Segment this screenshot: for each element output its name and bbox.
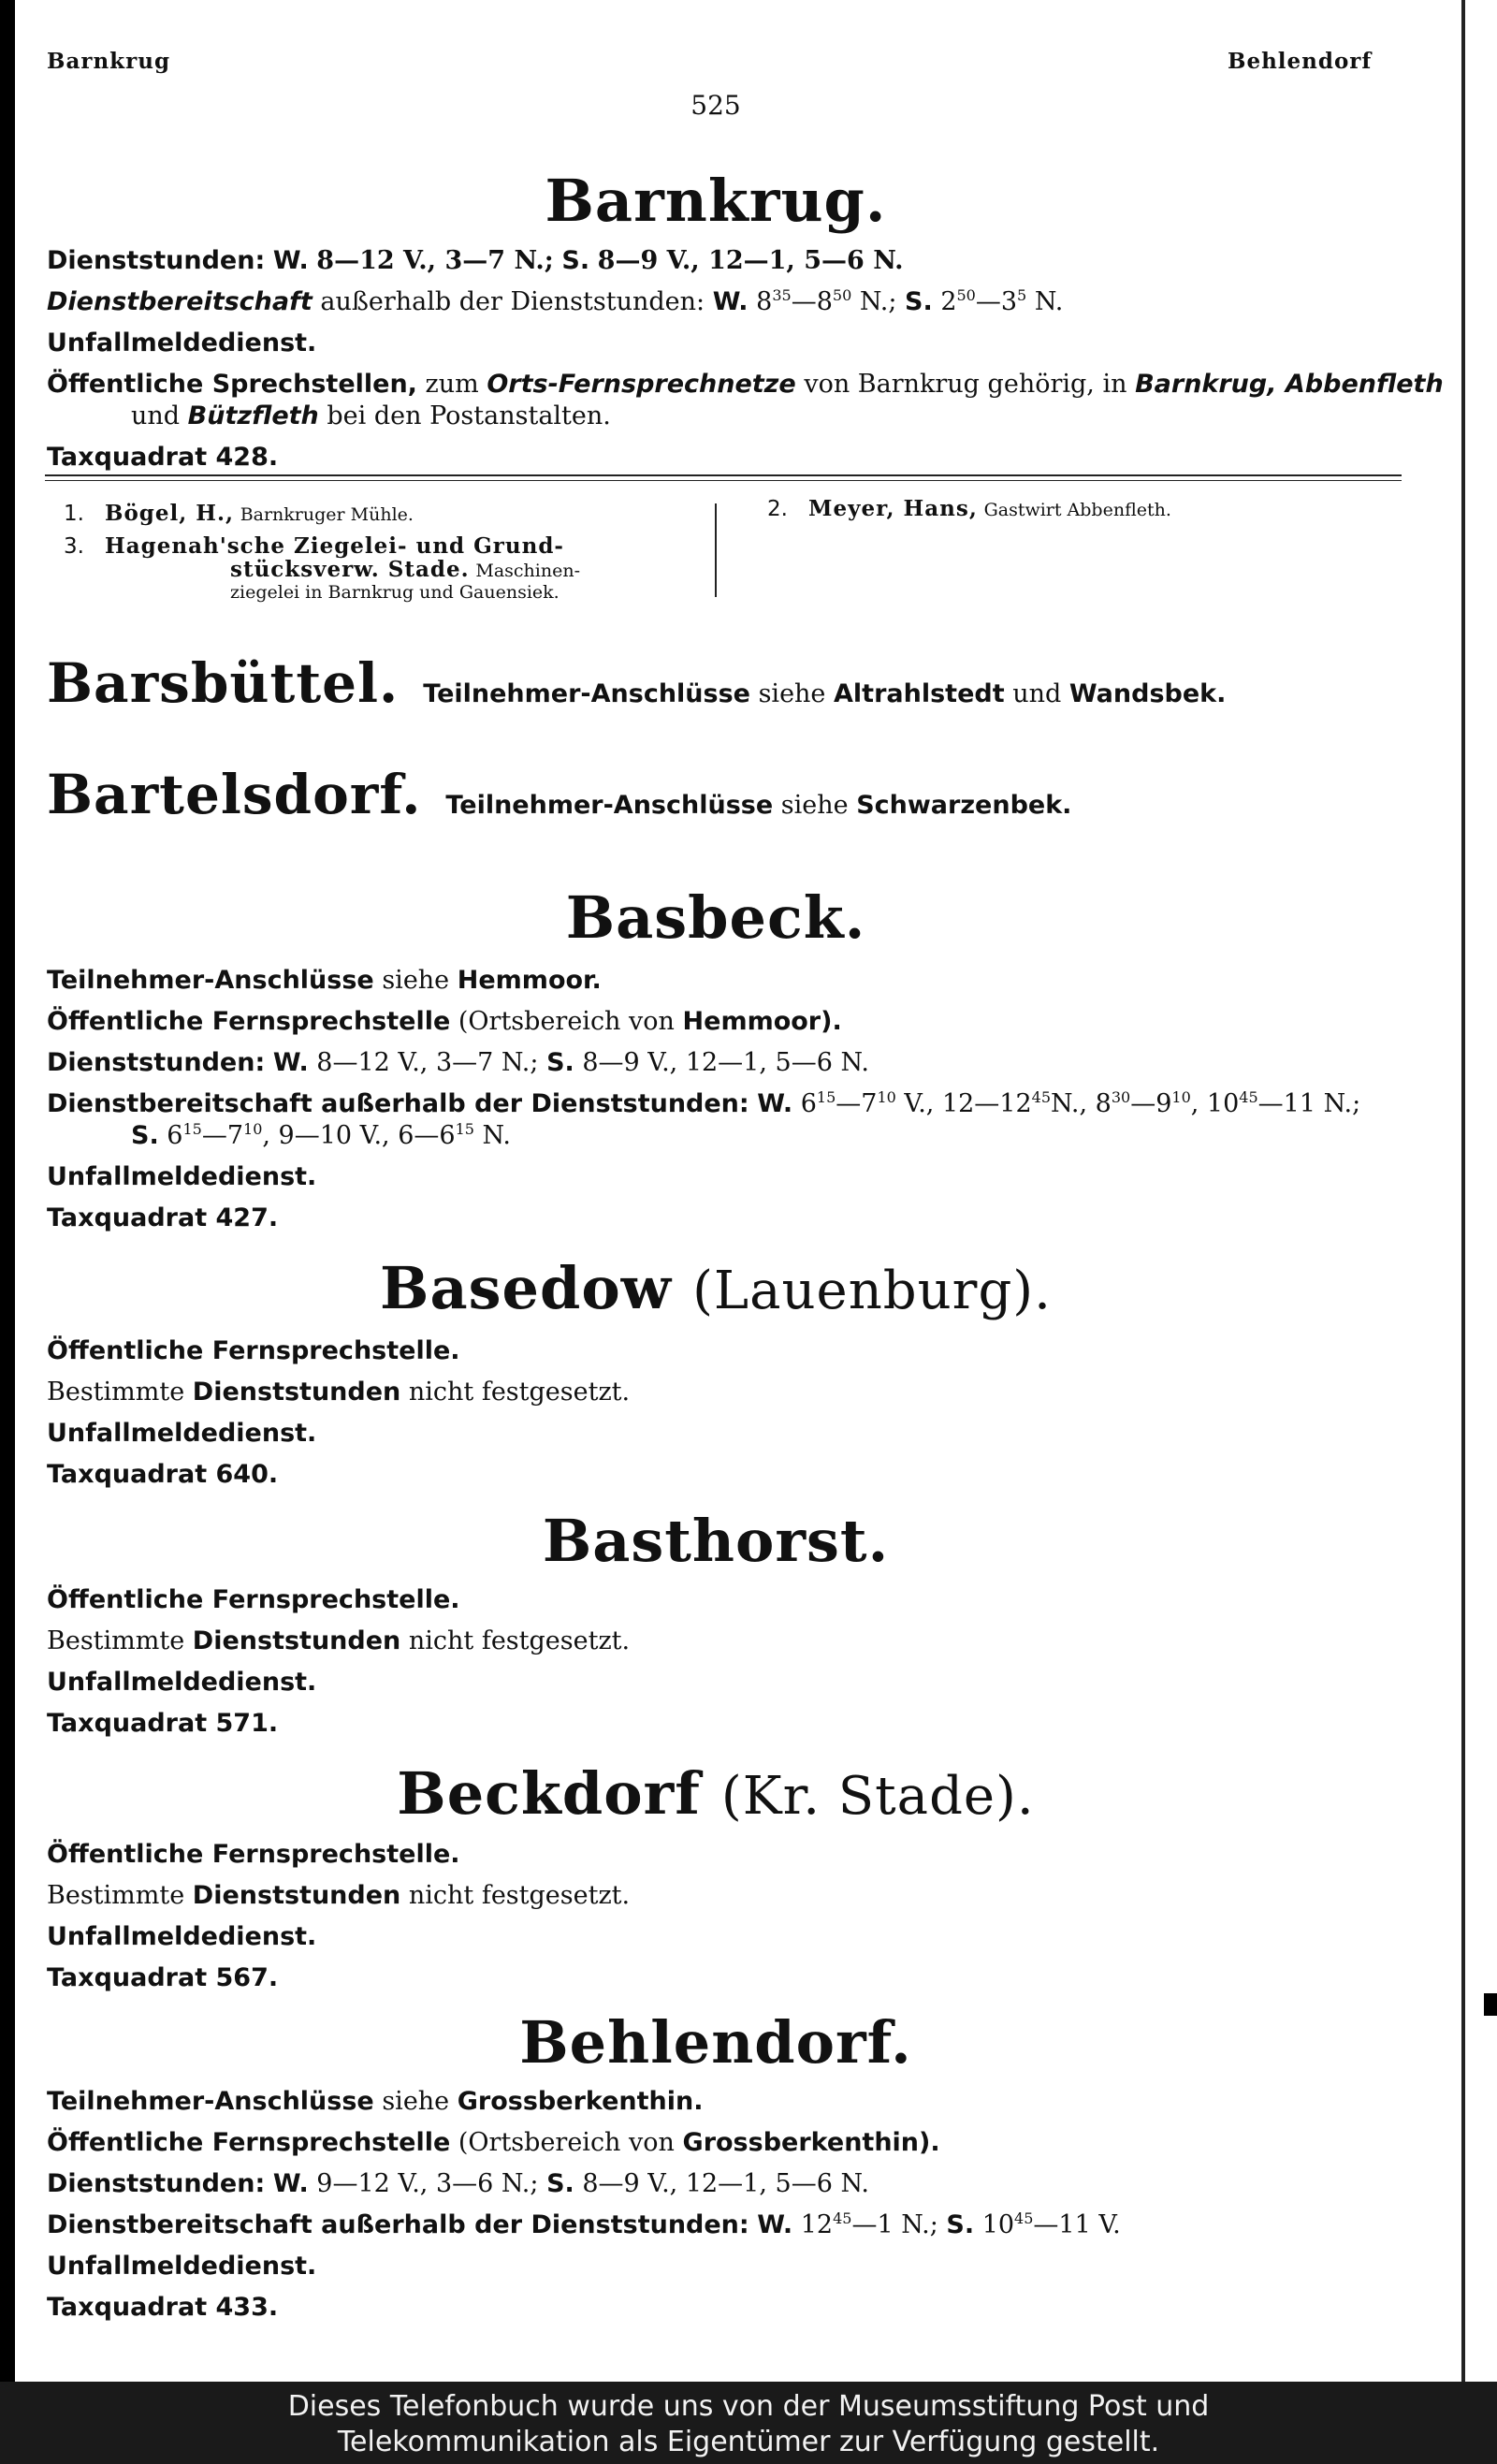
barnkrug-standby: Dienstbereitschaft außerhalb der Dienststunden: W. $8^{35}—8^{50}$ N.; S. $2^{50}—3^5$ N. bbox=[47, 286, 1064, 316]
basthorst-accident-service: Unfallmeldedienst. bbox=[47, 1668, 317, 1697]
behlendorf-accident-service: Unfallmeldedienst. bbox=[47, 2252, 317, 2281]
basthorst-hours-note: Bestimmte Dienststunden nicht festgesetzt. bbox=[47, 1626, 631, 1655]
divider-rule bbox=[45, 474, 1402, 476]
heading-basthorst: Basthorst. bbox=[542, 1507, 890, 1575]
basbeck-accident-service: Unfallmeldedienst. bbox=[47, 1162, 317, 1191]
behlendorf-subscribers: Teilnehmer-Anschlüsse siehe Grossberkenthin. bbox=[47, 2087, 704, 2116]
barnkrug-tax-square: Taxquadrat 428. bbox=[47, 443, 279, 472]
basbeck-standby: Dienstbereitschaft außerhalb der Dienststunden: W. $6^{15}—7^{10}$ V., $12—12^{45}N$., $8^{30}—9^{10}$, $10^{45}—11$ N.; bbox=[47, 1088, 1361, 1118]
barnkrug-accident-service: Unfallmeldedienst. bbox=[47, 328, 317, 357]
heading-bartelsdorf: Bartelsdorf. bbox=[47, 763, 422, 826]
list-item-cont: stücksverw. Stade. Maschinen- bbox=[230, 557, 580, 582]
running-head-left: Barnkrug bbox=[47, 49, 171, 74]
barsbuettel-entry: Barsbüttel. Teilnehmer-Anschlüsse siehe Altrahlstedt und Wandsbek. bbox=[47, 651, 1227, 715]
behlendorf-standby: Dienstbereitschaft außerhalb der Dienststunden: W. $12^{45}—1$ N.; S. $10^{45}—11$ V. bbox=[47, 2209, 1121, 2239]
footer-line-2: Telekommunikation als Eigentümer zur Verfügung gestellt. bbox=[337, 2426, 1160, 2458]
page-number: 525 bbox=[690, 90, 741, 121]
basthorst-public-station: Öffentliche Fernsprechstelle. bbox=[47, 1585, 460, 1614]
provenance-footer bbox=[0, 2382, 1497, 2464]
list-item: 2. Meyer, Hans, Gastwirt Abbenfleth. bbox=[767, 496, 1171, 521]
basedow-hours-note: Bestimmte Dienststunden nicht festgesetzt. bbox=[47, 1378, 631, 1407]
heading-barnkrug: Barnkrug. bbox=[545, 167, 887, 235]
basthorst-tax-square: Taxquadrat 571. bbox=[47, 1709, 279, 1738]
beckdorf-public-station: Öffentliche Fernsprechstelle. bbox=[47, 1840, 460, 1869]
barnkrug-service-hours: Dienststunden: W. 8—12 V., 3—7 N.; S. 8—9 V., 12—1, 5—6 N. bbox=[47, 246, 904, 275]
list-item-cont: ziegelei in Barnkrug und Gauensiek. bbox=[230, 582, 560, 603]
barnkrug-public-stations-cont: und Bützfleth bei den Postanstalten. bbox=[131, 401, 611, 430]
heading-beckdorf: Beckdorf (Kr. Stade). bbox=[397, 1759, 1035, 1828]
heading-behlendorf: Behlendorf. bbox=[519, 2008, 912, 2077]
list-item: 1. Bögel, H., Barnkruger Mühle. bbox=[64, 501, 414, 526]
list-item: 3. Hagenah'sche Ziegelei- und Grund- bbox=[64, 533, 564, 559]
divider-rule-thin bbox=[45, 480, 1402, 481]
column-separator bbox=[715, 503, 717, 597]
basbeck-standby-cont: S. $6^{15}—7^{10}$, 9—10 V., $6—6^{15}$ N. bbox=[131, 1120, 511, 1150]
barnkrug-public-stations: Öffentliche Sprechstellen, zum Orts-Fernsprechnetze von Barnkrug gehörig, in Barnkrug, Abbenfleth bbox=[47, 370, 1444, 399]
footer-line-1: Dieses Telefonbuch wurde uns von der Museumsstiftung Post und bbox=[287, 2390, 1210, 2423]
heading-barsbuettel: Barsbüttel. bbox=[47, 651, 400, 715]
heading-basbeck: Basbeck. bbox=[565, 883, 866, 952]
beckdorf-tax-square: Taxquadrat 567. bbox=[47, 1963, 279, 1992]
page-edge-mark bbox=[1484, 1993, 1497, 2016]
running-head-right: Behlendorf bbox=[1228, 49, 1373, 74]
basbeck-tax-square: Taxquadrat 427. bbox=[47, 1203, 279, 1232]
basedow-tax-square: Taxquadrat 640. bbox=[47, 1460, 279, 1489]
basbeck-service-hours: Dienststunden: W. 8—12 V., 3—7 N.; S. 8—9 V., 12—1, 5—6 N. bbox=[47, 1048, 869, 1077]
heading-basedow: Basedow (Lauenburg). bbox=[380, 1254, 1052, 1322]
basedow-public-station: Öffentliche Fernsprechstelle. bbox=[47, 1336, 460, 1365]
basbeck-subscribers: Teilnehmer-Anschlüsse siehe Hemmoor. bbox=[47, 966, 602, 995]
beckdorf-hours-note: Bestimmte Dienststunden nicht festgesetzt. bbox=[47, 1881, 631, 1910]
behlendorf-public-station: Öffentliche Fernsprechstelle (Ortsbereich von Grossberkenthin). bbox=[47, 2128, 940, 2157]
page-edge bbox=[1461, 0, 1497, 2382]
bartelsdorf-entry: Bartelsdorf. Teilnehmer-Anschlüsse siehe Schwarzenbek. bbox=[47, 763, 1072, 826]
behlendorf-service-hours: Dienststunden: W. 9—12 V., 3—6 N.; S. 8—9 V., 12—1, 5—6 N. bbox=[47, 2169, 869, 2198]
basbeck-public-station: Öffentliche Fernsprechstelle (Ortsbereich von Hemmoor). bbox=[47, 1007, 842, 1036]
behlendorf-tax-square: Taxquadrat 433. bbox=[47, 2293, 279, 2322]
beckdorf-accident-service: Unfallmeldedienst. bbox=[47, 1922, 317, 1951]
basedow-accident-service: Unfallmeldedienst. bbox=[47, 1419, 317, 1448]
